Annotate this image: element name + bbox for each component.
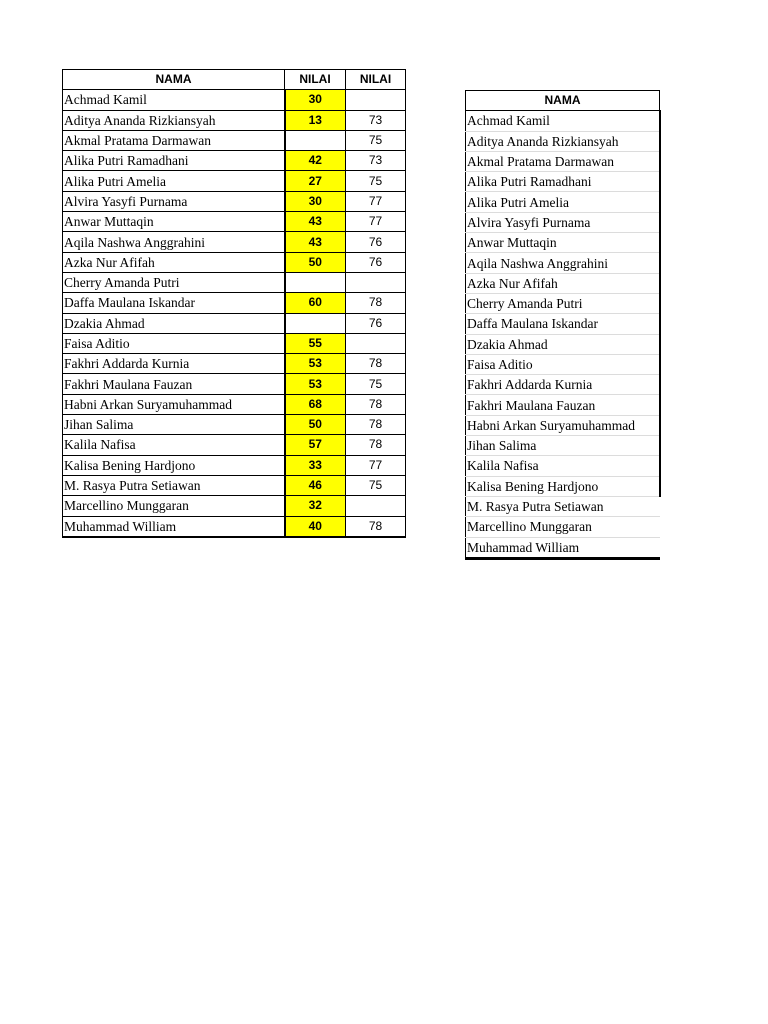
- student-name-cell[interactable]: Kalila Nafisa: [63, 435, 285, 455]
- table-row: [63, 333, 406, 353]
- table-row: [63, 212, 406, 232]
- student-name-cell[interactable]: Faisa Aditio: [466, 354, 660, 374]
- student-name-cell[interactable]: Fakhri Addarda Kurnia: [466, 375, 660, 395]
- nilai-2-cell[interactable]: [346, 333, 406, 353]
- nilai-table-body: [63, 90, 406, 537]
- table-row: [466, 517, 660, 537]
- nilai-2-cell[interactable]: [346, 496, 406, 516]
- student-name-cell[interactable]: Akmal Pratama Darmawan: [466, 151, 660, 171]
- table-row: [63, 232, 406, 252]
- nilai-1-cell[interactable]: 33: [285, 455, 346, 475]
- nilai-2-cell[interactable]: 77: [346, 212, 406, 232]
- student-name-cell[interactable]: Anwar Muttaqin: [63, 212, 285, 232]
- table-row: [466, 192, 660, 212]
- table-row: [63, 130, 406, 150]
- table-row: [63, 374, 406, 394]
- table-row: [466, 496, 660, 516]
- student-name-cell[interactable]: Dzakia Ahmad: [63, 313, 285, 333]
- student-name-cell[interactable]: Alika Putri Ramadhani: [466, 172, 660, 192]
- table-row: [466, 273, 660, 293]
- student-name-cell[interactable]: Aditya Ananda Rizkiansyah: [63, 110, 285, 130]
- nilai-2-cell[interactable]: [346, 272, 406, 292]
- nilai-2-cell[interactable]: 78: [346, 394, 406, 414]
- nilai-1-cell[interactable]: 40: [285, 516, 346, 537]
- student-name-cell[interactable]: Kalila Nafisa: [466, 456, 660, 476]
- student-name-cell[interactable]: Alika Putri Amelia: [63, 171, 285, 191]
- table-row: [466, 131, 660, 151]
- nilai-1-cell[interactable]: 43: [285, 232, 346, 252]
- nilai-1-cell[interactable]: 13: [285, 110, 346, 130]
- nilai-1-cell[interactable]: 50: [285, 415, 346, 435]
- table-row: [63, 313, 406, 333]
- student-name-cell[interactable]: Achmad Kamil: [466, 111, 660, 131]
- student-name-cell[interactable]: Habni Arkan Suryamuhammad: [466, 415, 660, 435]
- nilai-1-cell[interactable]: 43: [285, 212, 346, 232]
- nilai-1-cell[interactable]: [285, 272, 346, 292]
- table-row: [466, 476, 660, 496]
- table-row: [63, 90, 406, 110]
- table-row: [63, 475, 406, 495]
- student-name-cell[interactable]: Muhammad William: [63, 516, 285, 537]
- nilai-1-cell[interactable]: 30: [285, 90, 346, 110]
- table-row: [466, 395, 660, 415]
- nilai-2-cell[interactable]: 75: [346, 171, 406, 191]
- nilai-1-cell[interactable]: 53: [285, 374, 346, 394]
- nilai-2-cell[interactable]: 78: [346, 415, 406, 435]
- nilai-1-cell[interactable]: 53: [285, 354, 346, 374]
- student-name-cell[interactable]: Daffa Maulana Iskandar: [466, 314, 660, 334]
- table-row: [466, 354, 660, 374]
- student-name-cell[interactable]: M. Rasya Putra Setiawan: [466, 496, 660, 516]
- nilai-1-cell[interactable]: 57: [285, 435, 346, 455]
- table-row: [466, 537, 660, 558]
- student-name-cell[interactable]: Jihan Salima: [466, 436, 660, 456]
- nilai-1-cell[interactable]: 27: [285, 171, 346, 191]
- nilai-2-cell[interactable]: 78: [346, 516, 406, 537]
- nilai-1-cell[interactable]: 46: [285, 475, 346, 495]
- nilai-2-cell[interactable]: 77: [346, 191, 406, 211]
- nilai-1-cell[interactable]: [285, 313, 346, 333]
- nilai-1-cell[interactable]: [285, 130, 346, 150]
- student-name-cell[interactable]: Fakhri Addarda Kurnia: [63, 354, 285, 374]
- header-row: [63, 70, 406, 90]
- table-row: [63, 455, 406, 475]
- student-name-cell[interactable]: Marcellino Munggaran: [63, 496, 285, 516]
- table-row: [466, 172, 660, 192]
- student-name-cell[interactable]: Dzakia Ahmad: [466, 334, 660, 354]
- nilai-1-cell[interactable]: 42: [285, 151, 346, 171]
- table-row: [63, 435, 406, 455]
- student-name-cell[interactable]: Akmal Pratama Darmawan: [63, 130, 285, 150]
- nilai-2-cell[interactable]: 73: [346, 151, 406, 171]
- student-name-cell[interactable]: Aqila Nashwa Anggrahini: [63, 232, 285, 252]
- nama-table-body: [466, 111, 660, 558]
- table-row: [63, 354, 406, 374]
- nilai-1-cell[interactable]: 32: [285, 496, 346, 516]
- student-name-cell[interactable]: Cherry Amanda Putri: [466, 293, 660, 313]
- nilai-2-cell[interactable]: 75: [346, 130, 406, 150]
- table-row: [63, 171, 406, 191]
- table-row: [63, 252, 406, 272]
- nilai-2-cell[interactable]: 75: [346, 374, 406, 394]
- header-nama: NAMA: [63, 70, 285, 90]
- nilai-2-cell[interactable]: [346, 90, 406, 110]
- student-name-cell[interactable]: Alika Putri Amelia: [466, 192, 660, 212]
- nilai-table: [62, 69, 406, 538]
- student-name-cell[interactable]: Alvira Yasyfi Purnama: [466, 212, 660, 232]
- table-row: [63, 293, 406, 313]
- student-name-cell[interactable]: Kalisa Bening Hardjono: [466, 476, 660, 496]
- nilai-2-cell[interactable]: 76: [346, 252, 406, 272]
- table-row: [63, 191, 406, 211]
- nilai-2-cell[interactable]: 78: [346, 293, 406, 313]
- header-nama: NAMA: [466, 91, 660, 111]
- table-row: [466, 415, 660, 435]
- student-name-cell[interactable]: Marcellino Munggaran: [466, 517, 660, 537]
- table-row: [466, 212, 660, 232]
- student-name-cell[interactable]: Habni Arkan Suryamuhammad: [63, 394, 285, 414]
- student-name-cell[interactable]: Cherry Amanda Putri: [63, 272, 285, 292]
- nilai-2-cell[interactable]: 78: [346, 435, 406, 455]
- student-name-cell[interactable]: Faisa Aditio: [63, 333, 285, 353]
- nilai-2-cell[interactable]: 73: [346, 110, 406, 130]
- student-name-cell[interactable]: Anwar Muttaqin: [466, 233, 660, 253]
- nilai-1-cell[interactable]: 30: [285, 191, 346, 211]
- table-row: [63, 151, 406, 171]
- table-row: [466, 375, 660, 395]
- nilai-1-cell[interactable]: 60: [285, 293, 346, 313]
- nilai-1-cell[interactable]: 50: [285, 252, 346, 272]
- nilai-2-cell[interactable]: 75: [346, 475, 406, 495]
- table-row: [466, 314, 660, 334]
- table-row: [466, 436, 660, 456]
- student-name-cell[interactable]: Alika Putri Ramadhani: [63, 151, 285, 171]
- table-row: [63, 516, 406, 537]
- nilai-1-cell[interactable]: 68: [285, 394, 346, 414]
- table-row: [63, 394, 406, 414]
- header-nilai-2: NILAI: [346, 70, 406, 90]
- student-name-cell[interactable]: Alvira Yasyfi Purnama: [63, 191, 285, 211]
- student-name-cell[interactable]: Azka Nur Afifah: [63, 252, 285, 272]
- table-row: [466, 253, 660, 273]
- nilai-1-cell[interactable]: 55: [285, 333, 346, 353]
- nilai-2-cell[interactable]: 76: [346, 232, 406, 252]
- student-name-cell[interactable]: Daffa Maulana Iskandar: [63, 293, 285, 313]
- nilai-2-cell[interactable]: 76: [346, 313, 406, 333]
- student-name-cell[interactable]: Azka Nur Afifah: [466, 273, 660, 293]
- table-row: [63, 496, 406, 516]
- student-name-cell[interactable]: M. Rasya Putra Setiawan: [63, 475, 285, 495]
- header-nilai-1: NILAI: [285, 70, 346, 90]
- student-name-cell[interactable]: Fakhri Maulana Fauzan: [63, 374, 285, 394]
- student-name-cell[interactable]: Achmad Kamil: [63, 90, 285, 110]
- table-row: [466, 111, 660, 131]
- student-name-cell[interactable]: Muhammad William: [466, 537, 660, 558]
- nilai-2-cell[interactable]: 77: [346, 455, 406, 475]
- student-name-cell[interactable]: Aditya Ananda Rizkiansyah: [466, 131, 660, 151]
- student-name-cell[interactable]: Fakhri Maulana Fauzan: [466, 395, 660, 415]
- student-name-cell[interactable]: Kalisa Bening Hardjono: [63, 455, 285, 475]
- nama-table: [465, 90, 661, 560]
- student-name-cell[interactable]: Jihan Salima: [63, 415, 285, 435]
- header-row: [466, 91, 660, 111]
- student-name-cell[interactable]: Aqila Nashwa Anggrahini: [466, 253, 660, 273]
- table-row: [466, 233, 660, 253]
- table-row: [466, 151, 660, 171]
- table-row: [63, 415, 406, 435]
- table-row: [466, 334, 660, 354]
- table-row: [63, 272, 406, 292]
- table-row: [466, 293, 660, 313]
- table-row: [63, 110, 406, 130]
- nilai-2-cell[interactable]: 78: [346, 354, 406, 374]
- table-row: [466, 456, 660, 476]
